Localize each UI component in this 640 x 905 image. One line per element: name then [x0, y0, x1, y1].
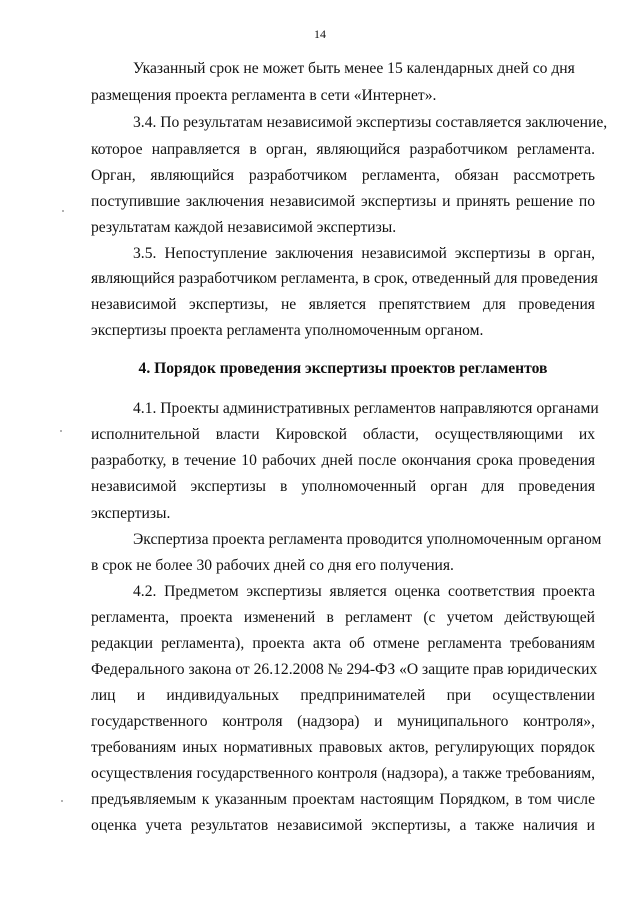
text-line: государственного контроля (надзора) и муниципального контроля», — [91, 713, 595, 730]
text-line: 3.5. Непоступление заключения независимой экспертизы в орган, — [133, 245, 595, 262]
text-line: Экспертиза проекта регламента проводится уполномоченным органом — [133, 531, 602, 548]
text-line: осуществления государственного контроля (надзора), а также требованиям, — [91, 765, 595, 782]
section-heading: 4. Порядок проведения экспертизы проектов регламентов — [138, 360, 548, 377]
text-line: независимой экспертизы, не является препятствием для проведения — [91, 296, 595, 313]
text-line: размещения проекта регламента в сети «Интернет». — [91, 87, 437, 104]
text-line: Орган, являющийся разработчиком регламента, обязан рассмотреть — [91, 167, 595, 184]
text-line: 4.2. Предметом экспертизы является оценка соответствия проекта — [133, 583, 595, 600]
text-line: 3.4. По результатам независимой экспертизы составляется заключение, — [133, 114, 608, 131]
text-line: независимой экспертизы в уполномоченный орган для проведения — [91, 478, 595, 495]
text-line: регламента, проекта изменений в регламент (с учетом действующей — [91, 609, 595, 626]
scan-artifact — [60, 430, 62, 432]
text-line: редакции регламента), проекта акта об отмене регламента требованиям — [91, 635, 595, 652]
text-line: поступившие заключения независимой экспертизы и принять решение по — [91, 193, 595, 210]
text-line: Федерального закона от 26.12.2008 № 294-ФЗ «О защите прав юридических — [91, 661, 598, 678]
text-line: в срок не более 30 рабочих дней со дня его получения. — [91, 557, 454, 574]
scan-artifact — [62, 210, 64, 212]
text-line: разработку, в течение 10 рабочих дней после окончания срока проведения — [91, 452, 595, 469]
text-line: исполнительной власти Кировской области, осуществляющими их — [91, 426, 595, 443]
text-line: оценка учета результатов независимой экспертизы, а также наличия и — [91, 817, 595, 834]
text-line: Указанный срок не может быть менее 15 календарных дней со дня — [133, 60, 575, 77]
text-line: результатам каждой независимой экспертизы. — [91, 219, 397, 236]
text-line: которое направляется в орган, являющийся разработчиком регламента. — [91, 141, 595, 158]
text-line: лиц и индивидуальных предпринимателей при осуществлении — [91, 687, 595, 704]
scan-artifact — [61, 800, 63, 802]
page-number: 14 — [314, 27, 326, 41]
text-line: экспертизы проекта регламента уполномоченным органом. — [91, 322, 484, 339]
text-line: предъявляемым к указанным проектам настоящим Порядком, в том числе — [91, 791, 595, 808]
text-line: являющийся разработчиком регламента, в срок, отведенный для проведения — [91, 270, 598, 287]
text-line: требованиям иных нормативных правовых актов, регулирующих порядок — [91, 739, 595, 756]
text-line: экспертизы. — [91, 505, 171, 522]
text-line: 4.1. Проекты административных регламентов направляются органами — [133, 400, 599, 417]
